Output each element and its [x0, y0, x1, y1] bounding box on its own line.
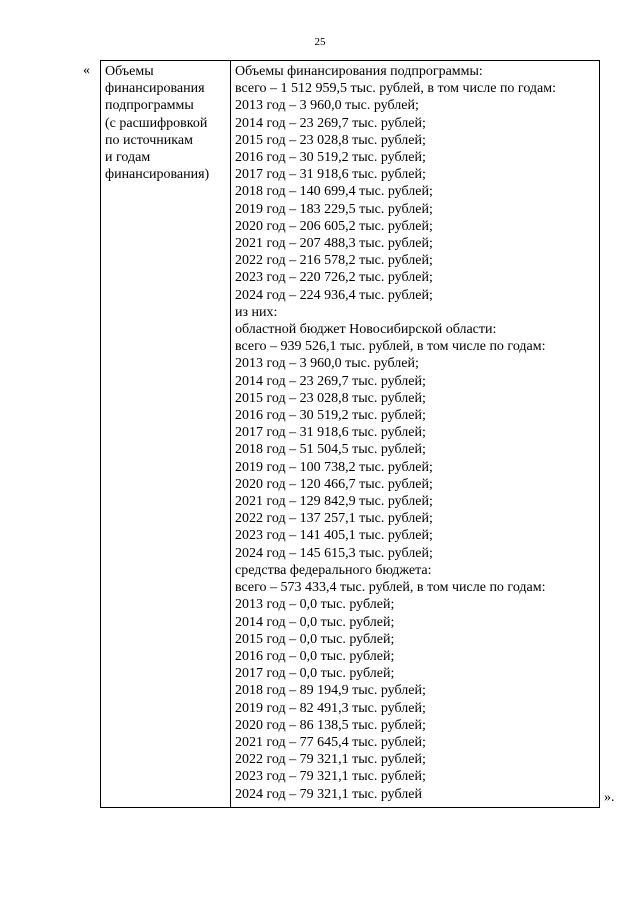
funding-line: 2021 год – 77 645,4 тыс. рублей;: [235, 734, 426, 750]
table-row: [101, 61, 600, 808]
funding-line: 2023 год – 79 321,1 тыс. рублей;: [235, 769, 426, 785]
funding-line: всего – 1 512 959,5 тыс. рублей, в том числе по годам:: [235, 81, 557, 97]
funding-line: средства федерального бюджета:: [235, 562, 432, 578]
funding-line: 2013 год – 3 960,0 тыс. рублей;: [235, 98, 419, 114]
funding-line: 2019 год – 100 738,2 тыс. рублей;: [235, 459, 433, 475]
row-header-line: подпрограммы: [105, 98, 194, 114]
funding-line: 2017 год – 31 918,6 тыс. рублей;: [235, 167, 426, 183]
funding-line: 2016 год – 30 519,2 тыс. рублей;: [235, 150, 426, 166]
funding-line: Объемы финансирования подпрограммы:: [235, 64, 483, 79]
row-header-line: (с расшифровкой: [105, 115, 208, 131]
funding-line: 2016 год – 0,0 тыс. рублей;: [235, 648, 395, 664]
funding-line: областной бюджет Новосибирской области:: [235, 322, 497, 338]
funding-line: 2022 год – 79 321,1 тыс. рублей;: [235, 752, 426, 768]
row-header-line: финансирования: [105, 81, 205, 97]
funding-line: 2014 год – 0,0 тыс. рублей;: [235, 614, 395, 630]
funding-line: 2017 год – 0,0 тыс. рублей;: [235, 666, 395, 682]
funding-line: 2022 год – 137 257,1 тыс. рублей;: [235, 511, 433, 527]
funding-line: 2022 год – 216 578,2 тыс. рублей;: [235, 253, 433, 269]
funding-line: 2024 год – 79 321,1 тыс. рублей: [235, 786, 422, 802]
closing-quote: ».: [604, 790, 615, 805]
funding-line: 2020 год – 120 466,7 тыс. рублей;: [235, 476, 433, 492]
row-header-line: Объемы: [105, 64, 154, 79]
funding-line: 2021 год – 129 842,9 тыс. рублей;: [235, 494, 433, 510]
funding-line: 2020 год – 86 138,5 тыс. рублей;: [235, 717, 426, 733]
funding-line: 2015 год – 23 028,8 тыс. рублей;: [235, 132, 426, 148]
funding-line: 2020 год – 206 605,2 тыс. рублей;: [235, 218, 433, 234]
funding-line: 2024 год – 224 936,4 тыс. рублей;: [235, 287, 433, 303]
funding-line: 2019 год – 82 491,3 тыс. рублей;: [235, 700, 426, 716]
row-header-line: и годам: [105, 150, 151, 166]
funding-line: 2023 год – 141 405,1 тыс. рублей;: [235, 528, 433, 544]
row-header-line: финансирования): [105, 167, 210, 183]
funding-line: 2018 год – 51 504,5 тыс. рублей;: [235, 442, 426, 458]
row-header-line: по источникам: [105, 132, 193, 148]
funding-line: 2014 год – 23 269,7 тыс. рублей;: [235, 373, 426, 389]
opening-quote: «: [83, 63, 90, 78]
page-number: 25: [314, 36, 326, 48]
funding-line: всего – 939 526,1 тыс. рублей, в том числе по годам:: [235, 339, 546, 355]
funding-line: из них:: [235, 304, 278, 320]
funding-line: 2024 год – 145 615,3 тыс. рублей;: [235, 545, 433, 561]
funding-line: 2018 год – 89 194,9 тыс. рублей;: [235, 683, 426, 699]
funding-table: [100, 60, 600, 808]
funding-line: 2016 год – 30 519,2 тыс. рублей;: [235, 408, 426, 424]
funding-line: 2019 год – 183 229,5 тыс. рублей;: [235, 201, 433, 217]
row-header-cell: [101, 61, 231, 808]
funding-details-cell: [231, 61, 600, 808]
funding-line: 2013 год – 3 960,0 тыс. рублей;: [235, 356, 419, 372]
funding-line: 2017 год – 31 918,6 тыс. рублей;: [235, 425, 426, 441]
funding-line: 2018 год – 140 699,4 тыс. рублей;: [235, 184, 433, 200]
funding-line: всего – 573 433,4 тыс. рублей, в том числе по годам:: [235, 580, 546, 596]
funding-line: 2021 год – 207 488,3 тыс. рублей;: [235, 236, 433, 252]
funding-line: 2015 год – 0,0 тыс. рублей;: [235, 631, 395, 647]
funding-line: 2015 год – 23 028,8 тыс. рублей;: [235, 390, 426, 406]
funding-line: 2023 год – 220 726,2 тыс. рублей;: [235, 270, 433, 286]
funding-line: 2014 год – 23 269,7 тыс. рублей;: [235, 115, 426, 131]
funding-line: 2013 год – 0,0 тыс. рублей;: [235, 597, 395, 613]
